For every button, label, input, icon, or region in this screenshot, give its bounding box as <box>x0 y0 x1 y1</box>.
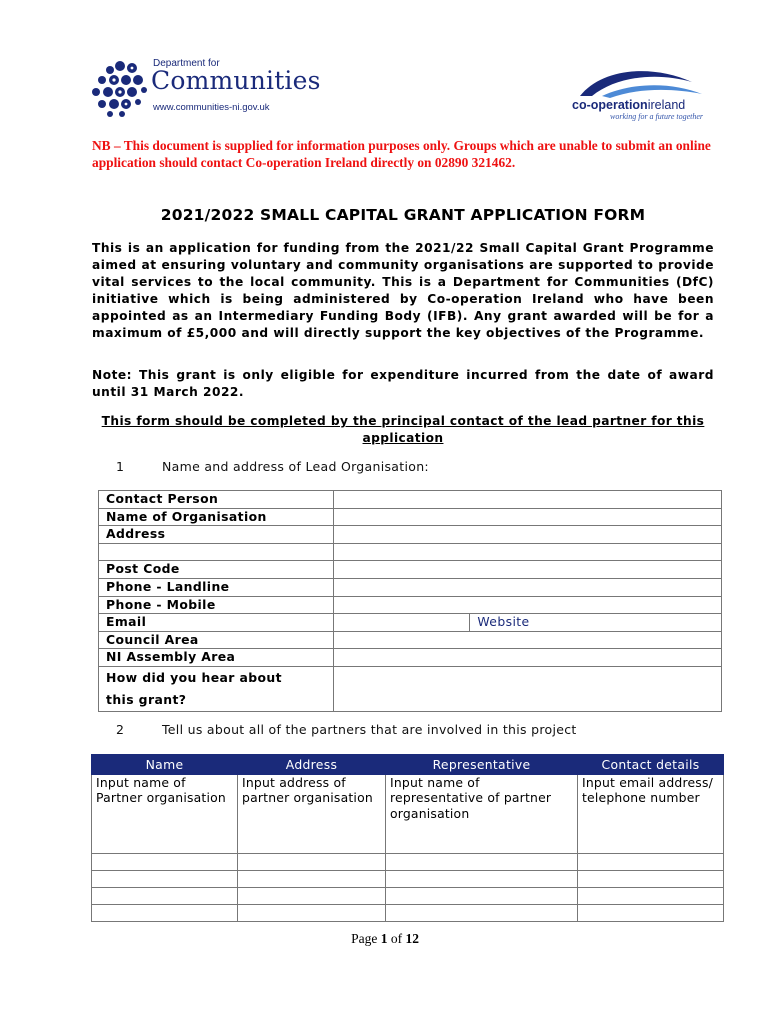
field-label <box>99 543 334 561</box>
table-row <box>99 543 722 561</box>
partner-address-input[interactable] <box>238 905 386 922</box>
partners-table <box>91 754 724 922</box>
field-label: Contact Person <box>99 491 334 509</box>
nb-notice: NB – This document is supplied for information purposes only. Groups which are unable to submit an online application should contact Co-operation Ireland directly on 02890 321462. <box>92 138 711 170</box>
intro-paragraph: This is an application for funding from the 2021/22 Small Capital Grant Programme aimed at ensuring voluntary and community organisations are supported to provide vital services to the local community. This is a Department for Communities (DfC) initiative which is being administered by Co-operation Ireland who have been appointed as an Intermediary Funding Body (IFB). Any grant awarded will be for a maximum of £5,000 and will directly support the key objectives of the Programme. <box>92 241 714 340</box>
form-title: 2021/2022 SMALL CAPITAL GRANT APPLICATION FORM <box>160 206 646 224</box>
table-row <box>99 526 722 544</box>
table-row <box>92 854 724 871</box>
current-page: 1 <box>380 931 388 946</box>
dfc-url: www.communities-ni.gov.uk <box>153 102 270 113</box>
post-code-input[interactable] <box>333 561 721 579</box>
coop-name-bold: co-operation <box>572 98 648 112</box>
section-label: Name and address of Lead Organisation: <box>162 459 429 474</box>
table-row <box>92 888 724 905</box>
field-label: How did you hear about this grant? <box>99 666 334 711</box>
table-row <box>99 649 722 667</box>
heard-about-input[interactable] <box>333 666 721 711</box>
partner-contact-input[interactable]: Input email address/ telephone number <box>578 775 724 854</box>
section-number: 2 <box>116 722 124 737</box>
field-label: Name of Organisation <box>99 508 334 526</box>
coop-name-thin: ireland <box>647 98 686 112</box>
table-row <box>99 614 722 632</box>
table-row <box>99 561 722 579</box>
page-sep: of <box>387 931 406 946</box>
phone-mobile-input[interactable] <box>333 596 721 614</box>
page-prefix: Page <box>351 931 381 946</box>
email-input[interactable] <box>333 614 469 632</box>
column-header: Address <box>238 755 386 775</box>
table-row <box>99 596 722 614</box>
field-label: Address <box>99 526 334 544</box>
address-line-2-input[interactable] <box>333 543 721 561</box>
partner-representative-input[interactable] <box>386 871 578 888</box>
table-row <box>92 871 724 888</box>
dfc-department-label: Department for <box>153 58 220 69</box>
partner-name-input[interactable] <box>92 888 238 905</box>
partner-address-input[interactable] <box>238 854 386 871</box>
partner-name-input[interactable] <box>92 854 238 871</box>
table-row <box>92 905 724 922</box>
partner-name-input[interactable]: Input name of Partner organisation <box>92 775 238 854</box>
partner-name-input[interactable] <box>92 905 238 922</box>
council-area-input[interactable] <box>333 631 721 649</box>
table-row <box>99 666 722 711</box>
partner-contact-input[interactable] <box>578 854 724 871</box>
partner-representative-input[interactable] <box>386 888 578 905</box>
note-paragraph: Note: This grant is only eligible for expenditure incurred from the date of award until 31 March 2022. <box>92 368 714 399</box>
field-label: Council Area <box>99 631 334 649</box>
section-number: 1 <box>116 459 124 474</box>
partner-address-input[interactable]: Input address of partner organisation <box>238 775 386 854</box>
dfc-name: Communities <box>151 66 321 95</box>
coop-tagline: working for a future together <box>610 112 704 121</box>
field-label: Phone - Landline <box>99 578 334 596</box>
field-label: Post Code <box>99 561 334 579</box>
partner-representative-input[interactable] <box>386 854 578 871</box>
partner-representative-input[interactable]: Input name of representative of partner organisation <box>386 775 578 854</box>
organisation-name-input[interactable] <box>333 508 721 526</box>
partner-contact-input[interactable] <box>578 888 724 905</box>
assembly-area-input[interactable] <box>333 649 721 667</box>
coop-ireland-logo <box>562 60 712 126</box>
partner-name-input[interactable] <box>92 871 238 888</box>
table-header-row <box>92 755 724 775</box>
column-header: Name <box>92 755 238 775</box>
page-number <box>0 931 770 947</box>
lead-organisation-table <box>98 490 722 712</box>
field-label: Email <box>99 614 334 632</box>
website-input[interactable]: Website <box>470 614 722 632</box>
table-row <box>99 631 722 649</box>
phone-landline-input[interactable] <box>333 578 721 596</box>
section-label: Tell us about all of the partners that are involved in this project <box>162 722 577 737</box>
column-header: Representative <box>386 755 578 775</box>
total-pages: 12 <box>405 931 419 946</box>
swoosh-icon <box>562 60 712 100</box>
table-row <box>99 508 722 526</box>
partner-representative-input[interactable] <box>386 905 578 922</box>
completed-by-instruction: This form should be completed by the principal contact of the lead partner for this application <box>101 414 705 445</box>
partner-contact-input[interactable] <box>578 905 724 922</box>
column-header: Contact details <box>578 755 724 775</box>
field-label: NI Assembly Area <box>99 649 334 667</box>
field-label: Phone - Mobile <box>99 596 334 614</box>
coop-name <box>572 98 685 112</box>
address-input[interactable] <box>333 526 721 544</box>
table-row <box>92 775 724 854</box>
hexagon-cluster-icon <box>90 58 150 118</box>
contact-person-input[interactable] <box>333 491 721 509</box>
dfc-logo <box>90 58 330 118</box>
partner-address-input[interactable] <box>238 871 386 888</box>
table-row <box>99 491 722 509</box>
table-row <box>99 578 722 596</box>
partner-contact-input[interactable] <box>578 871 724 888</box>
partner-address-input[interactable] <box>238 888 386 905</box>
